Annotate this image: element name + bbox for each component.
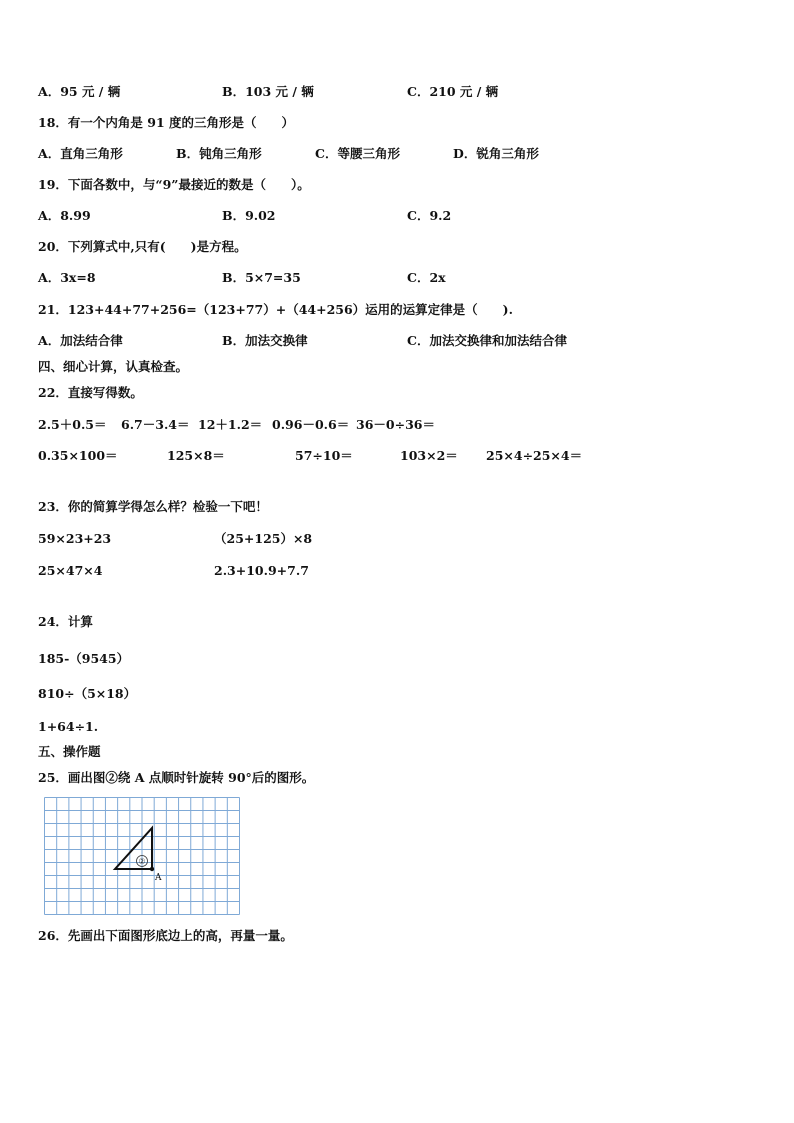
rotation-grid-svg	[44, 797, 240, 915]
point-a-label: A	[155, 873, 162, 883]
q22-expr: 12＋1.2＝	[198, 417, 263, 432]
q22-expr: 36－0÷36＝	[356, 417, 435, 432]
q26-stem: 26．先画出下面图形底边上的高，再量一量。	[38, 928, 293, 943]
q18-option-a: A．直角三角形	[38, 146, 123, 161]
q25-stem: 25．画出图②绕 A 点顺时针旋转 90°后的图形。	[38, 770, 315, 785]
q17-option-b: B．103 元 / 辆	[222, 84, 314, 99]
q22-expr: 125×8＝	[167, 448, 225, 463]
q18-option-c: C．等腰三角形	[315, 146, 400, 161]
q17-option-c: C．210 元 / 辆	[407, 84, 499, 99]
q21-option-a: A．加法结合律	[38, 333, 123, 348]
section-heading-5: 五、操作题	[38, 744, 101, 759]
q20-option-b: B．5×7=35	[222, 270, 301, 285]
q19-option-a: A．8.99	[38, 208, 91, 223]
q24-expr: 810÷（5×18）	[38, 686, 137, 701]
q24-expr: 185-（9545）	[38, 651, 130, 666]
q22-stem: 22．直接写得数。	[38, 385, 143, 400]
q23-expr: （25+125）×8	[214, 531, 313, 546]
q18-option-b: B．钝角三角形	[176, 146, 262, 161]
q22-expr: 2.5＋0.5＝	[38, 417, 107, 432]
q22-expr: 6.7－3.4＝	[121, 417, 190, 432]
section-heading-4: 四、细心计算，认真检查。	[38, 359, 189, 374]
q20-option-c: C．2x	[407, 270, 446, 285]
q19-option-b: B．9.02	[222, 208, 276, 223]
q18-option-d: D．锐角三角形	[453, 146, 539, 161]
rotation-grid	[44, 797, 240, 915]
q23-expr: 2.3+10.9+7.7	[214, 563, 309, 578]
q20-option-a: A．3x=8	[38, 270, 96, 285]
q23-expr: 25×47×4	[38, 563, 103, 578]
q18-stem: 18．有一个内角是 91 度的三角形是（ ）	[38, 115, 294, 130]
q22-expr: 57÷10＝	[295, 448, 353, 463]
grid-lines	[45, 798, 240, 915]
q24-expr: 1+64÷1.	[38, 719, 99, 734]
q21-stem: 21．123+44+77+256=（123+77）+（44+256）运用的运算定律是（ ).	[38, 302, 513, 317]
point-a-dot	[150, 867, 154, 871]
q19-stem: 19．下面各数中，与“9”最接近的数是（ ）。	[38, 177, 310, 192]
q22-expr: 0.96－0.6＝	[272, 417, 350, 432]
q19-option-c: C．9.2	[407, 208, 452, 223]
q21-option-c: C．加法交换律和加法结合律	[407, 333, 567, 348]
q21-option-b: B．加法交换律	[222, 333, 308, 348]
q22-expr: 0.35×100＝	[38, 448, 118, 463]
q23-stem: 23．你的简算学得怎么样？检验一下吧！	[38, 499, 268, 514]
q23-expr: 59×23+23	[38, 531, 112, 546]
q22-expr: 103×2＝	[400, 448, 458, 463]
figure-label: ②	[138, 857, 146, 866]
q24-stem: 24．计算	[38, 614, 93, 629]
q17-option-a: A．95 元 / 辆	[38, 84, 121, 99]
q20-stem: 20．下列算式中,只有( )是方程。	[38, 239, 247, 254]
q22-expr: 25×4÷25×4＝	[486, 448, 583, 463]
